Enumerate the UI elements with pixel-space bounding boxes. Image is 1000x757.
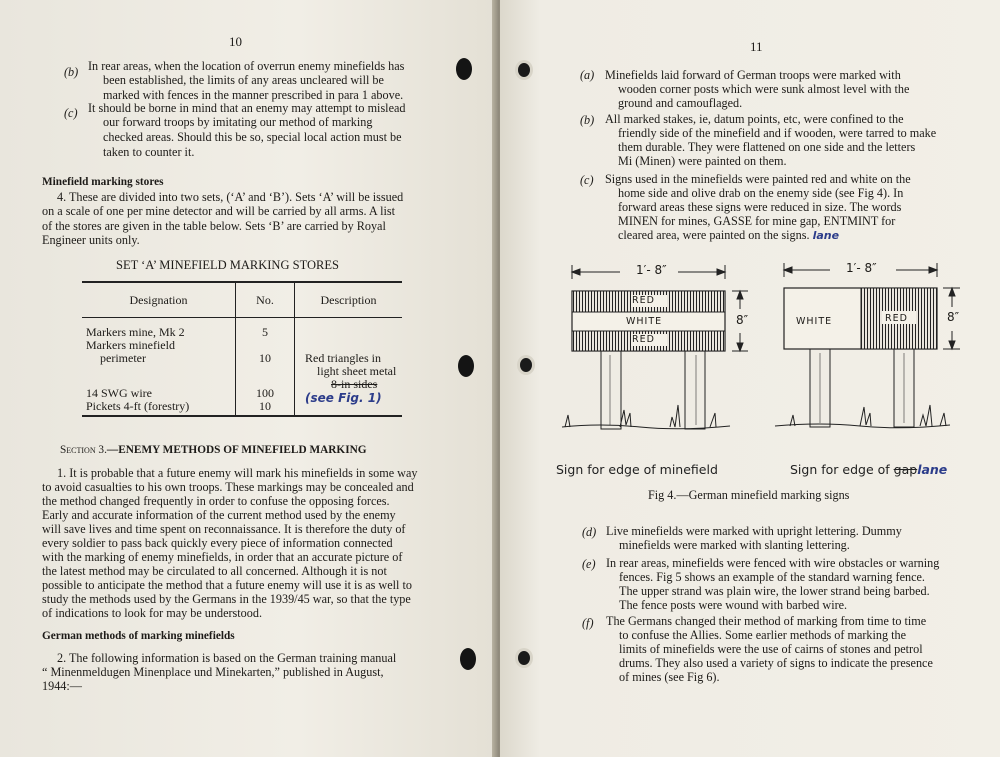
fig4-drawing [560,255,980,470]
item-d-line: minefields were marked with slanting lettering. [619,538,850,552]
item-label: (b) [580,113,595,127]
para4-line: of the stores are given in the table below. Sets ‘B’ are carried by Royal [42,219,386,233]
caption-struck: gap [893,462,918,477]
caption-hand: lane [917,462,948,477]
item-a-line: wooden corner posts which were sunk almost level with the [618,82,910,96]
item-f-line: of mines (see Fig 6). [619,670,720,684]
table-cell: Red triangles in [305,351,381,365]
sign1-white-text: WHITE [626,316,663,327]
item-e-line: In rear areas, minefields were fenced with wire obstacles or warning [606,556,940,570]
number-cell [236,318,295,415]
sign1-red-top-text: RED [632,295,655,306]
item-e-line: fences. Fig 5 shows an example of the standard warning fence. [619,570,925,584]
para1-line: every soldier to pass back quickly every piece of information connected [42,536,393,550]
para4-line: on a scale of one per mine detector and will be carried by all arms. A list [42,204,395,218]
para1-line: the latest method may be circulated to all concerned. Although it is not [42,564,387,578]
table-cell: 10 [259,351,271,365]
dim-width-label: 1′- 8″ [846,261,877,275]
table-cell: perimeter [100,351,146,365]
handwritten-lane: lane [812,229,840,242]
handwritten-note: (see Fig. 1) [305,391,382,405]
figure-caption: Fig 4.—German minefield marking signs [648,488,850,502]
para1-line: with the marking of enemy minefields, in order that an accurate picture of [42,550,403,564]
section-title: —ENEMY METHODS OF MINEFIELD MARKING [106,444,367,456]
dim-height-label: 8″ [736,313,749,327]
item-label: (c) [580,173,594,187]
para2-line: 1944:— [42,679,82,693]
table-cell: Markers minefield [86,338,175,352]
table-cell: 5 [262,325,268,339]
item-label: (e) [582,557,596,571]
item-e-line: The fence posts were wound with barbed wire. [619,598,848,612]
item-f-line: to confuse the Allies. Some earlier methods of marking the [619,628,907,642]
item-f-line: drums. They also used a variety of signs to indicate the presence [619,656,933,670]
item-e-line: The upper strand was plain wire, the lower strand being barbed. [619,584,930,598]
binder-hole [458,355,474,377]
section-heading [60,443,367,458]
table-bottom-rule [82,415,402,417]
item-label: (f) [582,616,594,630]
item-label: (d) [582,525,597,539]
sign2-red-text: RED [885,313,908,324]
table-cell-struck: 8-in sides [331,377,378,391]
table-cell: Pickets 4-ft (forestry) [86,399,190,413]
item-c-line: home side and olive drab on the enemy side (see Fig 4). In [618,186,904,200]
section-label: Section 3. [60,444,107,456]
item-c-line: MINEN for mines, GASSE for mine gap, ENTMINT for [618,214,896,228]
item-c-line: It should be borne in mind that an enemy may attempt to mislead [88,101,406,115]
designation-cell [82,318,236,415]
item-c-line: forward areas these signs were reduced in size. The words [618,200,902,214]
table-header: No. [236,282,295,318]
item-b-line: them durable. They were flattened on one side and the letters [618,140,916,154]
binder-hole [456,58,472,80]
item-b-line: In rear areas, when the location of overrun enemy minefields has [88,59,405,73]
item-b-line: marked with fences in the manner prescribed in para 1 above. [103,88,404,102]
binder-hole [460,648,476,670]
table-title: SET ‘A’ MINEFIELD MARKING STORES [116,258,339,272]
item-c-line: Signs used in the minefields were painted red and white on the [605,172,911,186]
para1-line: study the methods used by the Germans in the 1939/45 war, so that the type [42,592,411,606]
table-cell: light sheet metal [317,364,397,378]
dim-height-label: 8″ [947,310,960,324]
para1-line: 1. It is probable that a future enemy will mark his minefields in some way [57,466,418,480]
caption-prefix: Sign for edge of [790,462,890,477]
ground-line [775,424,950,428]
table-cell: 14 SWG wire [86,386,152,400]
item-c-line: taken to counter it. [103,145,195,159]
sign1-post-right [685,351,705,429]
table-header: Designation [82,282,236,318]
item-f-line: limits of minefields were the use of cairns of stones and petrol [619,642,923,656]
item-c-line: our forward troops by imitating our method of marking [103,115,373,129]
sign1-red-bottom-text: RED [632,334,655,345]
table-header: Description [295,282,403,318]
para2-line: 2. The following information is based on the German training manual [57,651,397,665]
binder-hole [515,60,533,80]
item-c-last-line: cleared area, were painted on the signs. [618,228,810,242]
caption-sign-minefield: Sign for edge of minefield [556,462,718,477]
description-cell [295,318,403,415]
item-a-line: ground and camouflaged. [618,96,743,110]
item-label: (c) [64,106,78,120]
para1-line: to avoid casualties to his own troops. These markings may be concealed and [42,480,414,494]
para4-line: Engineer units only. [42,233,140,247]
left-page [0,0,496,757]
sign1-post-left [601,351,621,429]
page-number: 11 [750,39,763,54]
para4-line: 4. These are divided into two sets, (‘A’ and ‘B’). Sets ‘A’ will be issued [57,190,404,204]
table-cell: 100 [256,386,274,400]
para1-line: Early and accurate information of the current method used by the enemy [42,508,396,522]
item-b-line: Mi (Minen) were painted on them. [618,154,787,168]
item-b-line: friendly side of the minefield and if wooden, were tarred to make [618,126,937,140]
stores-table [82,281,402,415]
para1-line: of indications to look for may be understood. [42,606,263,620]
para1-line: possible to anticipate the method that a future enemy will use it is as well to [42,578,412,592]
right-page [500,0,1000,757]
item-c-line [618,228,839,244]
item-label: (a) [580,68,595,82]
page-number: 10 [229,34,242,49]
para1-line: will save lives and time spent on reconnaissance. It is therefore the duty of [42,522,406,536]
heading-marking-stores: Minefield marking stores [42,176,164,188]
item-a-line: Minefields laid forward of German troops were marked with [605,68,901,82]
caption-sign-gap [790,462,947,477]
table-cell: 10 [259,399,271,413]
item-b-line: All marked stakes, ie, datum points, etc, were confined to the [605,112,904,126]
para1-line: the method changed frequently in order to confuse the opposing forces. [42,494,390,508]
item-d-line: Live minefields were marked with upright lettering. Dummy [606,524,902,538]
heading-german-methods: German methods of marking minefields [42,630,235,642]
sign2-white-text: WHITE [796,316,833,327]
table-cell: Markers mine, Mk 2 [86,325,185,339]
item-f-line: The Germans changed their method of marking from time to time [606,614,927,628]
dim-width-label: 1′- 8″ [636,263,667,277]
item-c-line: checked areas. Should this be so, special local action must be [103,130,402,144]
item-label: (b) [64,65,79,79]
para2-line: “ Minenmeldugen Minenplace und Minekarten,” published in August, [42,665,384,679]
binder-hole [515,648,533,668]
item-b-line: been established, the limits of any areas uncleared will be [103,73,384,87]
binder-hole [517,355,535,375]
